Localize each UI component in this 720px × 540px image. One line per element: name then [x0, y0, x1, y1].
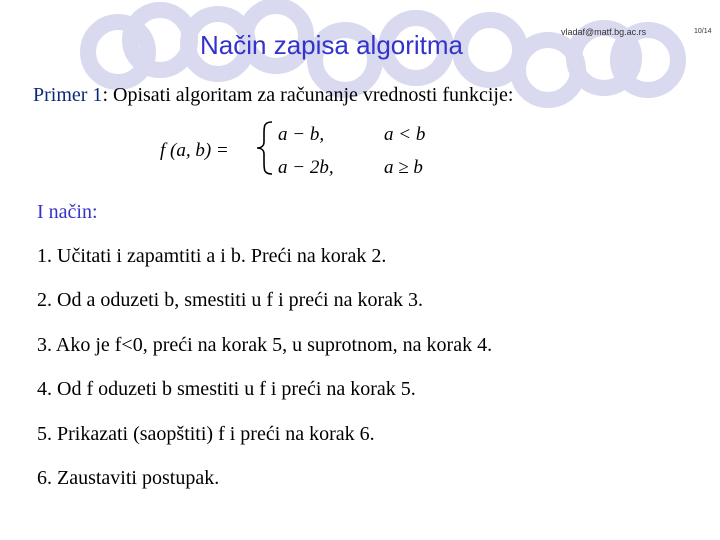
- author-email: vladaf@matf.bg.ac.rs: [561, 27, 647, 37]
- formula-case-2-condition: a ≥ b: [384, 157, 423, 178]
- piecewise-formula: [160, 116, 450, 180]
- formula-case-2-expr: a − 2b,: [278, 157, 334, 178]
- step-1: 1. Učitati i zapamtiti a i b. Preći na korak 2.: [37, 245, 387, 267]
- slide-number: 10/14: [694, 28, 712, 35]
- step-6: 6. Zaustaviti postupak.: [37, 466, 220, 489]
- problem-text: : Opisati algoritam za računanje vrednosti funkcije:: [102, 84, 514, 106]
- method-heading: I način:: [37, 201, 98, 223]
- problem-label: Primer 1: [33, 84, 103, 106]
- formula-case-1-expr: a − b,: [278, 124, 325, 145]
- formula-lhs: f (a, b) =: [160, 140, 229, 161]
- step-4: 4. Od f oduzeti b smestiti u f i preći na korak 5.: [37, 378, 416, 401]
- algorithm-steps: [37, 244, 492, 510]
- formula-case-1-condition: a < b: [384, 124, 426, 145]
- slide-title: Način zapisa algoritma: [200, 30, 464, 60]
- step-3: 3. Ako je f<0, preći na korak 5, u suprotnom, na korak 4.: [37, 333, 493, 356]
- step-2: 2. Od a oduzeti b, smestiti u f i preći na korak 3.: [37, 289, 424, 312]
- problem-statement: [33, 84, 513, 107]
- formula-brace: [257, 122, 272, 174]
- step-5: 5. Prikazati (saopštiti) f i preći na korak 6.: [37, 422, 375, 445]
